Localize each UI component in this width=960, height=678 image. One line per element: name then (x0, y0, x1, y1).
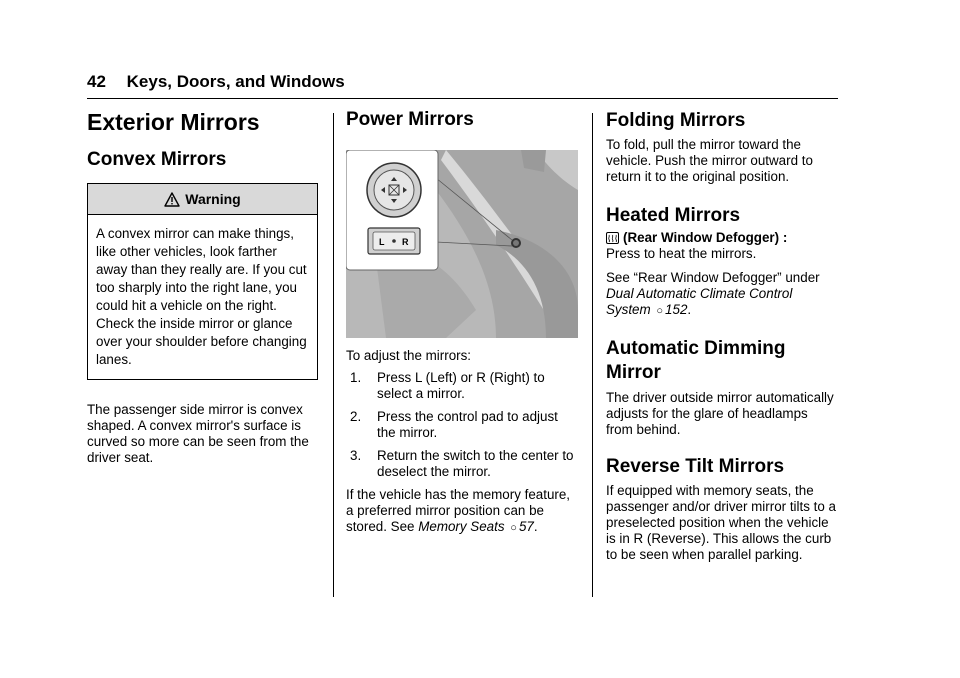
page-number: 42 (87, 72, 106, 91)
memory-paragraph (346, 487, 578, 536)
power-mirrors-heading: Power Mirrors (346, 109, 474, 130)
warning-label: Warning (185, 191, 241, 207)
defog-label: (Rear Window Defogger) : (623, 230, 788, 245)
memory-end-punct: . (533, 519, 538, 534)
see-paragraph (606, 270, 838, 319)
automatic-dimming-heading: Automatic Dimming Mirror (606, 338, 786, 383)
memory-seats-link[interactable]: Memory Seats (418, 519, 505, 534)
climate-page-number[interactable]: 152 (665, 302, 688, 317)
column-divider-1 (333, 113, 334, 597)
memory-page-number[interactable]: 57 (518, 519, 534, 534)
page-reference-arrow-icon: ○ (656, 305, 664, 317)
switch-label-right: R (402, 237, 409, 247)
heated-mirrors-heading: Heated Mirrors (606, 205, 741, 226)
page-header (87, 72, 345, 92)
adjust-intro: To adjust the mirrors: (346, 348, 472, 363)
column-2 (346, 108, 578, 536)
list-item (346, 409, 578, 441)
step-text: Return the switch to the center to deselect the mirror. (377, 448, 574, 479)
step-number: 2. (350, 409, 362, 424)
defog-text: Press to heat the mirrors. (606, 246, 757, 261)
memory-text: If the vehicle has the memory feature, a preferred mirror position can be stored. See (346, 487, 571, 534)
column-3 (606, 108, 838, 563)
switch-label-left: L (379, 237, 385, 247)
adjust-steps-list (346, 370, 578, 480)
reverse-tilt-text: If equipped with memory seats, the passenger and/or driver mirror tilts to a preselected position when the vehicle is in R (Reverse). This allows the curb to be seen when parallel parking. (606, 483, 836, 562)
step-number: 1. (350, 370, 362, 385)
folding-mirrors-heading: Folding Mirrors (606, 110, 746, 131)
warning-box (87, 183, 318, 380)
reverse-tilt-heading: Reverse Tilt Mirrors (606, 456, 785, 477)
see-text: See “Rear Window Defogger” under (606, 270, 820, 285)
convex-mirror-paragraph: The passenger side mirror is convex shaped. A convex mirror's surface is curved so more can be seen from the driver seat. (87, 402, 309, 465)
list-item (346, 448, 578, 480)
step-number: 3. (350, 448, 362, 463)
column-1 (87, 108, 322, 466)
page-title: Exterior Mirrors (87, 109, 260, 135)
warning-triangle-icon (164, 192, 180, 207)
warning-text: A convex mirror can make things, like other vehicles, look farther away than they really are. If you cut too sharply into the right lane, you could hit a vehicle on the right. Check the inside mirror or glance over your shoulder before changing lanes. (96, 226, 307, 367)
step-text: Press the control pad to adjust the mirror. (377, 409, 558, 440)
folding-text: To fold, pull the mirror toward the vehicle. Push the mirror outward to return it to the original position. (606, 137, 813, 184)
automatic-dimming-text: The driver outside mirror automatically adjusts for the glare of headlamps from behind. (606, 390, 834, 437)
warning-header (88, 184, 317, 215)
step-text: Press L (Left) or R (Right) to select a mirror. (377, 370, 545, 401)
rear-defogger-icon (606, 232, 619, 244)
defog-label-row (606, 230, 838, 246)
see-end-punct: . (687, 302, 692, 317)
section-title: Keys, Doors, and Windows (126, 72, 345, 91)
climate-control-link[interactable]: Dual Automatic Climate Control System (606, 286, 793, 317)
list-item (346, 370, 578, 402)
convex-mirrors-heading: Convex Mirrors (87, 149, 227, 170)
header-rule (87, 98, 838, 99)
column-divider-2 (592, 113, 593, 597)
page-reference-arrow-icon: ○ (510, 522, 517, 534)
mirror-control-illustration (346, 150, 578, 338)
